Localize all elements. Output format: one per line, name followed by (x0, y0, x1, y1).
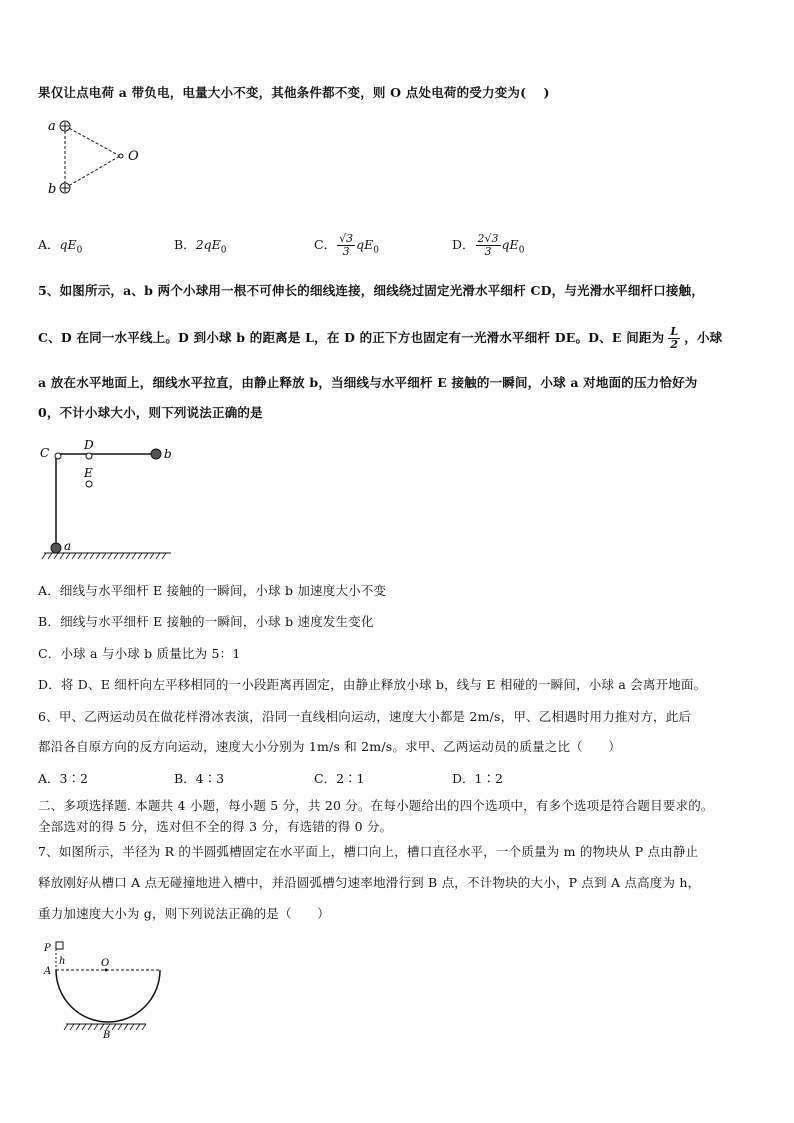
label-b: b (48, 182, 57, 196)
label-B: B (103, 1030, 111, 1041)
label-O: O (101, 958, 110, 969)
label-b: b (164, 447, 172, 461)
label-O: O (128, 149, 139, 164)
q6-line-1: 6、甲、乙两运动员在做花样滑冰表演，沿同一直线相向运动，速度大小都是 2m/s，甲、乙相遇时用力推对方，此后 (38, 709, 692, 724)
figure-charges-triangle (40, 112, 150, 196)
label-a: a (64, 539, 72, 553)
label-A: A (44, 966, 52, 977)
label-C: C (40, 446, 50, 460)
q6-option-a: A．3∶2 (38, 771, 88, 786)
q5-line-1: 5、如图所示，a、b 两个小球用一根不可伸长的细线连接，细线绕过固定光滑水平细杆 CD，与光滑水平细杆口接触， (38, 283, 705, 298)
q6-line-2: 都沿各自原方向的反方向运动，速度大小分别为 1m/s 和 2m/s。求甲、乙两运动员的质量之比（ ） (38, 739, 621, 754)
label-E: E (84, 466, 93, 480)
q6-option-c: C．2∶1 (314, 771, 365, 786)
section2-heading-line-1: 二、多项选择题. 本题共 4 小题，每小题 5 分，共 20 分。在每小题给出的四个选项中，有多个选项是符合题目要求的。 (38, 798, 714, 813)
label-D: D (84, 438, 94, 452)
q5-line-3: a 放在水平地面上，细线水平拉直，由静止释放 b，当细线与水平细杆 E 接触的一瞬间，小球 a 对地面的压力恰好为 (38, 375, 698, 390)
q5-line-4: 0，不计小球大小，则下列说法正确的是 (38, 405, 263, 420)
q4-option-a: A．$qE_0$ (38, 237, 83, 256)
figure-rods-balls (36, 438, 186, 562)
label-a: a (48, 119, 56, 134)
q5-option-b: B．细线与水平细杆 E 接触的一瞬间，小球 b 速度发生变化 (38, 614, 374, 629)
q6-option-d: D．1∶2 (452, 771, 503, 786)
q5-option-d: D．将 D、E 细杆向左平移相同的一小段距离再固定，由静止释放小球 b，线与 E 相碰的一瞬间，小球 a 会离开地面。 (38, 677, 707, 692)
q4-question-tail: 果仅让点电荷 a 带负电，电量大小不变，其他条件都不变，则 O 点处电荷的受力变为( ) (38, 85, 550, 100)
q7-line-2: 释放刚好从槽口 A 点无碰撞地进入槽中，并沿圆弧槽匀速率地滑行到 B 点，不计物块的大小，P 点到 A 点高度为 h， (38, 875, 701, 890)
q5-option-c: C．小球 a 与小球 b 质量比为 5：1 (38, 646, 241, 661)
q6-option-b: B．4∶3 (174, 771, 225, 786)
q4-option-d: D． $\frac{2√3}{3}$ $qE_0$ (452, 232, 525, 258)
label-P: P (44, 943, 51, 954)
q4-option-b: B．$2qE_0$ (174, 237, 227, 256)
figure-semicircle-groove (36, 938, 176, 1042)
q7-line-3: 重力加速度大小为 g，则下列说法正确的是（ ） (38, 906, 330, 921)
label-h: h (59, 956, 66, 967)
q5-line-2: C、D 在同一水平线上。D 到小球 b 的距离是 L，在 D 的正下方也固定有一光滑水平细杆 DE。D、E 间距为 $\frac{L}{2}$ ，小球 (38, 325, 723, 351)
q4-option-c: C． $\frac{√3}{3}$ $qE_0$ (314, 232, 379, 258)
q5-option-a: A．细线与水平细杆 E 接触的一瞬间，小球 b 加速度大小不变 (38, 583, 387, 598)
section2-heading-line-2: 全部选对的得 5 分，选对但不全的得 3 分，有选错的得 0 分。 (38, 819, 393, 834)
q7-line-1: 7、如图所示，半径为 R 的半圆弧槽固定在水平面上，槽口向上，槽口直径水平，一个质量为 m 的物块从 P 点由静止 (38, 844, 699, 859)
